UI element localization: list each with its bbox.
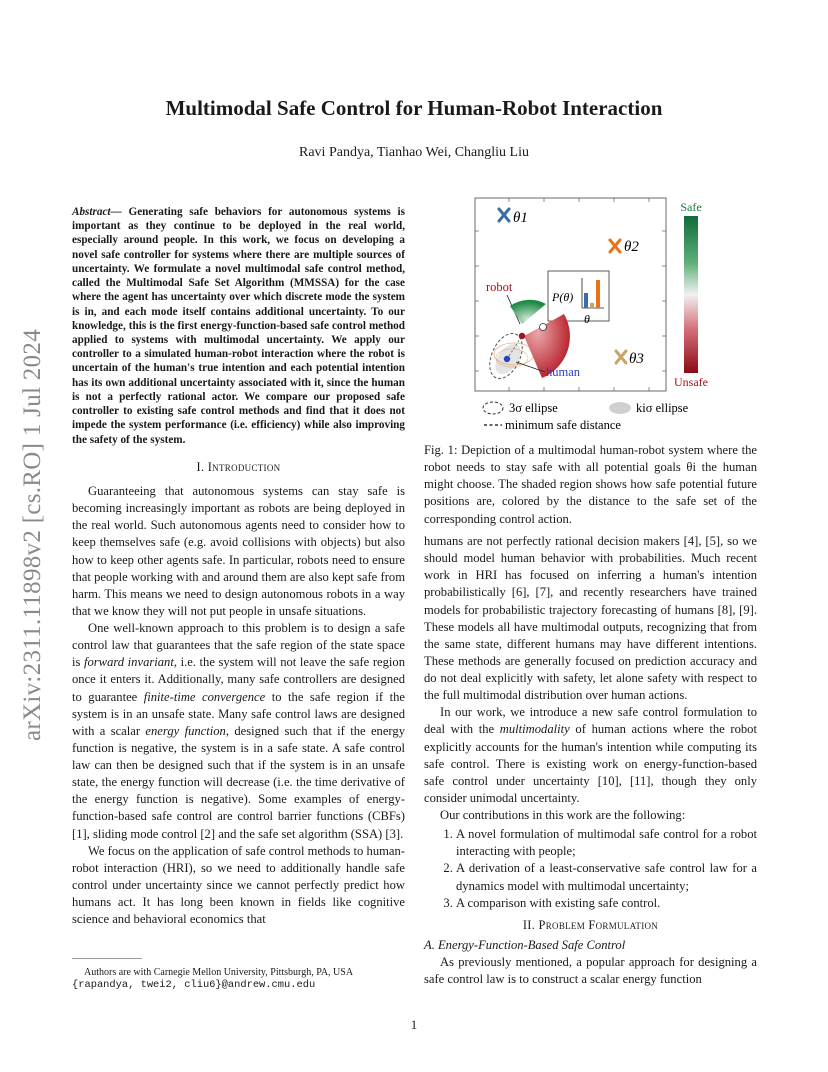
figure-caption: Fig. 1: Depiction of a multimodal human-robot system where the robot needs to stay safe with all potential goals θi the human might choose. The shaded region shows how safe potential future positions are, colored by the distance to the safe set of the corresponding control action. [424, 443, 757, 526]
arxiv-id: arXiv:2311.11898v2 [cs.RO] 1 Jul 2024 [19, 329, 46, 741]
legend-ki-sigma-label: kiσ ellipse [636, 401, 689, 415]
legend-3sigma-label: 3σ ellipse [509, 401, 558, 415]
footnote [72, 966, 405, 993]
ptheta-label: P(θ) [552, 290, 574, 304]
abstract-text: Generating safe behaviors for autonomous systems is important as they continue to be deployed in the real world, especially around people. In this work, we focus on developing a novel safe controller for systems where there are multiple sources of uncertainty. We formulate a novel multimodal safe control method, called the Multimodal Safe Set Algorithm (MMSSA) for the case where the agent has uncertainty over which discrete mode the system is in, and each mode itself contains additional uncertainty. To our knowledge, this is the first energy-function-based safe control method applied to systems with multimodal uncertainty. We apply our controller to a simulated human-robot interaction where the robot is uncertain of the human's true intention and each potential intention has its own additional uncertainty associated with it, since the human is not a perfectly rational actor. We compare our proposed safe controller to existing safe control methods and find that it does not impede the system performance (i.e. efficiency) while also improving the safety of the system. [72, 206, 405, 446]
robot-label: robot [486, 280, 513, 294]
human-label: human [546, 365, 581, 379]
theta2-label: θ2 [624, 239, 639, 255]
goal-marker-theta1-icon [499, 209, 509, 221]
author-list: Ravi Pandya, Tianhao Wei, Changliu Liu [299, 145, 529, 160]
introduction-body [72, 483, 405, 928]
paper-title: Multimodal Safe Control for Human-Robot Interaction [165, 96, 663, 120]
goal-marker-theta2-icon [610, 240, 620, 252]
footnote-separator [72, 958, 142, 959]
prob-bar-theta3 [590, 303, 594, 308]
theta1-label: θ1 [513, 210, 528, 226]
colorbar-unsafe-label: Unsafe [674, 375, 708, 389]
intro-paragraph: Guaranteeing that autonomous systems can stay safe is becoming increasingly important as robots are being deployed in the real world. Such autonomous agents need to consider how to keep themselves safe (e.g. avoid collisions with objects) but also how to keep other agents safe. In particular, robots need to ensure that people working with and around them are also kept safe from harm. This means we need to design autonomous robots in a way that we know they will not put people in unsafe situations. [72, 484, 405, 618]
list-item: 1. A novel formulation of multimodal safe control for a robot interacting with people; [456, 826, 757, 860]
list-item: 2. A derivation of a least-conservative safe control law for a dynamics model with multimodal uncertainty; [456, 860, 757, 894]
colorbar [684, 216, 698, 373]
intro-paragraph: One well-known approach to this problem is to design a safe control law that guarantees that the safe region of the state space is forward invariant, i.e. the system will not leave the safe region once it enters it. Additionally, many safe controllers are designed to guarantee finite-time convergence to the safe region if the system is in an unsafe state. Many safe control laws are designed with a scalar energy function, designed such that if the energy function is negative, the system is in a safe state. A safe control law can then be designed such that if the system is in an unsafe state, the energy function will decrease (i.e. the time derivative of the energy function is negative). Some examples of energy-function-based safe control are control barrier functions (CBFs) [1], sliding mode control [2] and the safe set algorithm (SSA) [3]. [72, 621, 405, 841]
goal-marker-theta3-icon [616, 351, 626, 363]
abstract [72, 205, 405, 447]
body-paragraph: In our work, we introduce a new safe control formulation to deal with the multimodality of human actions where the robot explicitly accounts for the human's intention while computing its safe control. There is existing work on energy-function-based safe control under uncertainty [10], [11], though they only consider unimodal uncertainty. [424, 705, 757, 805]
arxiv-watermark [18, 300, 48, 770]
prob-bar-theta2 [596, 280, 600, 308]
colorbar-safe-label: Safe [680, 200, 702, 214]
body-paragraph: humans are not perfectly rational decision makers [4], [5], so we should model human behavior with probabilities. Much recent work in HRI has focused on inferring a human's intention probabilistically [6], [7], and recently researchers have trained models for probabilistic trajectory forecasting of humans [8], [9]. These models all have multimodal outputs, recognizing that from the same state, different humans may have different intentions. These methods are generally focused on prediction accuracy and do not deal explicitly with safety, let alone safety with respect to the full multimodal distribution over human actions. [424, 534, 757, 703]
intro-paragraph: We focus on the application of safe control methods to human-robot interaction (HRI), so we need to additionally handle safe control under uncertainty since we cannot perfectly predict how humans act. It has long been known in fields like cognitive science and behavioral economics that [72, 843, 405, 927]
theta-axis-label: θ [584, 312, 590, 326]
body-paragraph: As previously mentioned, a popular approach for designing a safe control law is to construct a scalar energy function [424, 954, 757, 986]
legend-3sigma-icon [483, 402, 503, 414]
section-heading-introduction: I. Introduction [196, 460, 281, 474]
safe-wedge [510, 300, 546, 324]
list-item: 3. A comparison with existing safe control. [456, 895, 757, 912]
figure-illustration [424, 196, 757, 431]
page-number: 1 [410, 1017, 418, 1032]
footnote-affiliation: Authors are with Carnegie Mellon University, Pittsburgh, PA, USA [84, 967, 354, 978]
subsection-heading: A. Energy-Function-Based Safe Control [424, 937, 626, 952]
body-paragraph: Our contributions in this work are the following: [440, 808, 686, 822]
theta3-label: θ3 [629, 351, 644, 367]
section-heading-problem-formulation: II. Problem Formulation [522, 917, 659, 932]
contributions-list [424, 826, 757, 912]
legend-ki-sigma-icon [609, 402, 631, 414]
figure-1 [424, 196, 757, 431]
legend-min-dist-label: minimum safe distance [505, 418, 621, 431]
right-column-body [424, 533, 757, 988]
prob-bar-theta1 [584, 293, 588, 308]
footnote-email: {rapandya, twei2, cliu6}@andrew.cmu.edu [72, 979, 316, 991]
abstract-label: Abstract— [72, 206, 122, 218]
